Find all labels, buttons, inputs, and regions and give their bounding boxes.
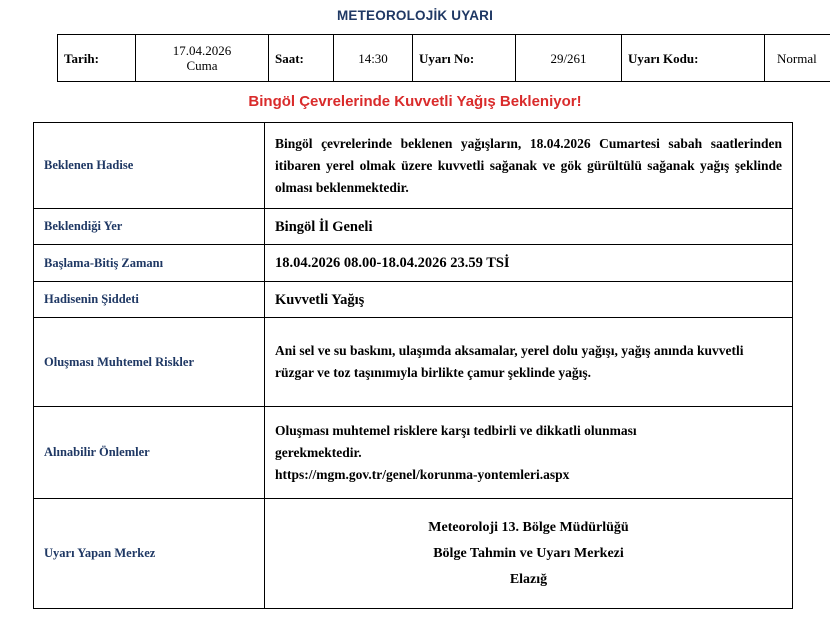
row-value-issuing-center (265, 499, 793, 609)
row-value-precautions (265, 407, 793, 499)
row-value-possible-risks: Ani sel ve su baskını, ulaşımda aksamalar, yerel dolu yağışı, yağış anında kuvvetli rüzgar ve toz taşınımıyla birlikte çamur şeklinde yağış. (265, 318, 793, 407)
alert-headline: Bingöl Çevrelerinde Kuvvetli Yağış Bekleniyor! (0, 93, 830, 111)
issuing-center-line-3: Elazığ (275, 567, 782, 593)
warning-code-value: Normal (765, 35, 830, 82)
issuing-center-line-1: Meteoroloji 13. Bölge Müdürlüğü (275, 515, 782, 541)
date-value-weekday: Cuma (142, 58, 262, 73)
warning-no-value: 29/261 (516, 35, 622, 82)
row-label-expected-event: Beklenen Hadise (34, 123, 265, 209)
row-label-expected-place: Beklendiği Yer (34, 209, 265, 245)
issuing-center-line-2: Bölge Tahmin ve Uyarı Merkezi (275, 541, 782, 567)
row-label-precautions: Alınabilir Önlemler (34, 407, 265, 499)
date-value-day: 17.04.2026 (142, 43, 262, 58)
warning-no-label: Uyarı No: (413, 35, 516, 82)
table-row-start-end-time (34, 245, 793, 282)
row-value-start-end-time: 18.04.2026 08.00-18.04.2026 23.59 TSİ (265, 245, 793, 282)
warning-details-table (33, 122, 793, 609)
table-row-issuing-center (34, 499, 793, 609)
table-row-expected-event (34, 123, 793, 209)
table-row-precautions (34, 407, 793, 499)
meta-row (58, 35, 830, 82)
time-label: Saat: (269, 35, 334, 82)
date-label: Tarih: (58, 35, 136, 82)
row-label-severity: Hadisenin Şiddeti (34, 282, 265, 318)
time-value: 14:30 (334, 35, 413, 82)
page-title: METEOROLOJİK UYARI (0, 8, 830, 24)
row-label-issuing-center: Uyarı Yapan Merkez (34, 499, 265, 609)
warning-body-wrapper (0, 122, 830, 609)
warning-meta-table (57, 34, 830, 82)
row-value-expected-event: Bingöl çevrelerinde beklenen yağışların, 18.04.2026 Cumartesi sabah saatlerinden itibaren yerel olmak üzere kuvvetli sağanak ve gök gürültülü sağanak yağış şeklinde olması beklenmektedir. (265, 123, 793, 209)
table-row-expected-place (34, 209, 793, 245)
row-value-expected-place: Bingöl İl Geneli (265, 209, 793, 245)
precautions-link[interactable]: https://mgm.gov.tr/genel/korunma-yontemleri.aspx (275, 464, 782, 486)
meta-table-wrapper (0, 34, 830, 82)
precautions-line-1: Oluşması muhtemel risklere karşı tedbirli ve dikkatli olunması (275, 420, 782, 442)
precautions-line-2: gerekmektedir. (275, 442, 782, 464)
table-row-possible-risks (34, 318, 793, 407)
row-value-severity: Kuvvetli Yağış (265, 282, 793, 318)
date-value (136, 35, 269, 82)
row-label-start-end-time: Başlama-Bitiş Zamanı (34, 245, 265, 282)
warning-code-label: Uyarı Kodu: (622, 35, 765, 82)
table-row-severity (34, 282, 793, 318)
row-label-possible-risks: Oluşması Muhtemel Riskler (34, 318, 265, 407)
